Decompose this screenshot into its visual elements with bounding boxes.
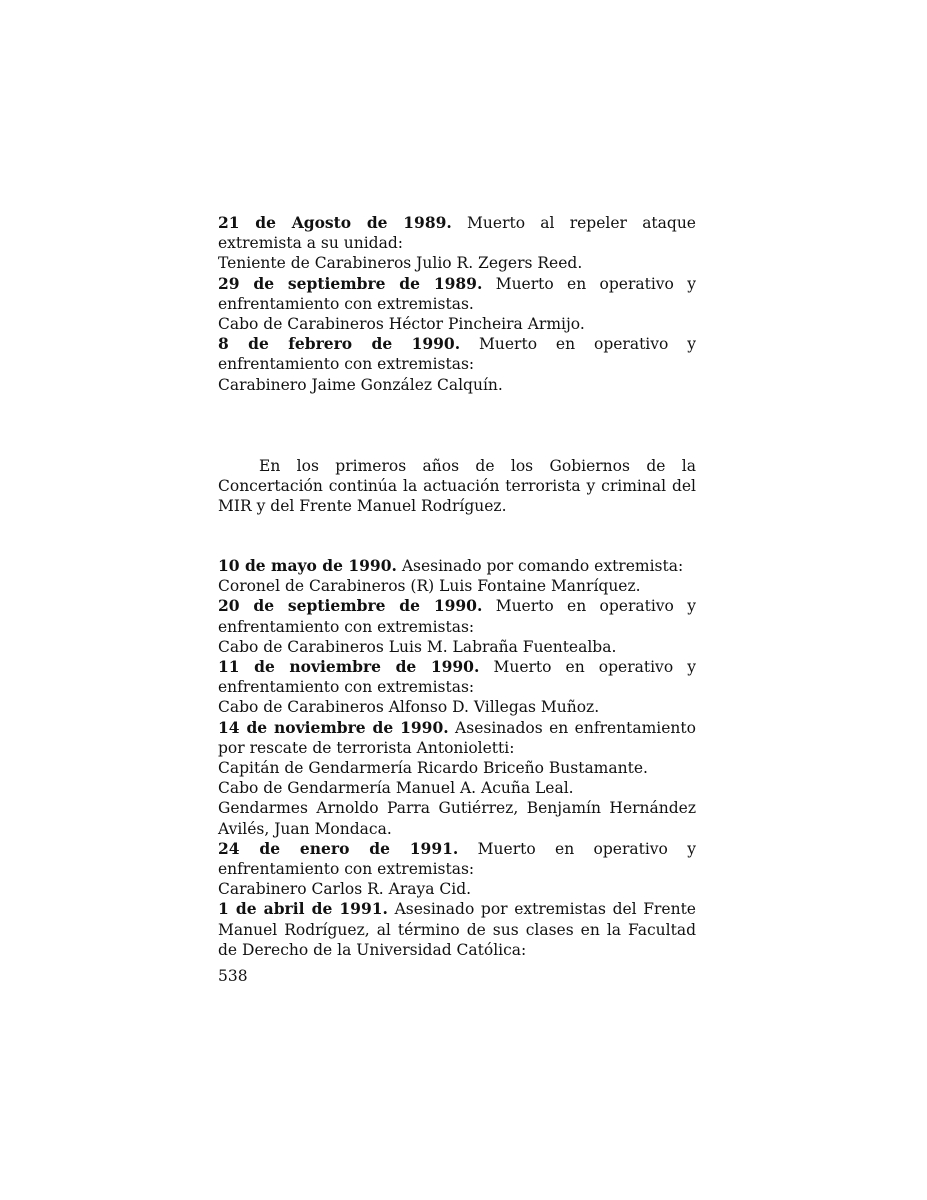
entry-date: 1 de abril de 1991. (218, 899, 388, 919)
entry-text: Muerto en operativo y enfrentamiento con extremistas: (218, 658, 696, 697)
entry-person: Cabo de Carabineros Luis M. Labraña Fuentealba. (218, 637, 617, 656)
entry-date: 10 de mayo de 1990. (218, 556, 397, 575)
entry-line (218, 213, 696, 253)
entry-line (218, 274, 696, 314)
intro-paragraph: En los primeros años de los Gobiernos de la Concertación continúa la actuación terrorista y criminal del MIR y del Frente Manuel Rodríguez. (218, 457, 696, 516)
entry-text: Muerto al repeler ataque extremista a su unidad: (218, 214, 696, 253)
entry-date: 29 de septiembre de 1989. (218, 273, 483, 293)
entry-line (218, 596, 696, 636)
entry-date: 14 de noviembre de 1990. (218, 717, 449, 737)
entry-person: Carabinero Jaime González Calquín. (218, 375, 503, 394)
entry-person: Carabinero Carlos R. Araya Cid. (218, 880, 472, 899)
entry-line (218, 899, 696, 960)
entry-line (218, 556, 696, 576)
entry-person: Capitán de Gendarmería Ricardo Briceño Bustamante. (218, 759, 648, 778)
entry-text: Muerto en operativo y enfrentamiento con extremistas. (218, 274, 696, 313)
entry-text: Asesinado por comando extremista: (396, 557, 684, 575)
entry-text: Asesinados en enfrentamiento por rescate de terrorista Antonioletti: (218, 718, 696, 757)
entry-line (218, 334, 696, 374)
entry-person: Gendarmes Arnoldo Parra Gutiérrez, Benjamín Hernández Avilés, Juan Mondaca. (218, 799, 696, 838)
entry-date: 8 de febrero de 1990. (218, 334, 461, 354)
page-number: 538 (218, 967, 248, 985)
entry-date: 20 de septiembre de 1990. (218, 596, 483, 616)
entry-person: Cabo de Carabineros Héctor Pincheira Armijo. (218, 315, 585, 334)
entry-person: Coronel de Carabineros (R) Luis Fontaine Manríquez. (218, 577, 641, 596)
entry-text: Muerto en operativo y enfrentamiento con extremistas: (218, 839, 696, 879)
entry-date: 11 de noviembre de 1990. (218, 657, 480, 677)
entry-text: Muerto en operativo y enfrentamiento con extremistas: (218, 597, 696, 636)
entry-text: Muerto en operativo y enfrentamiento con extremistas: (218, 335, 696, 374)
entry-person: Cabo de Gendarmería Manuel A. Acuña Leal. (218, 779, 574, 798)
entry-line (218, 718, 696, 758)
entry-date: 24 de enero de 1991. (218, 838, 459, 858)
section-1990-list (218, 556, 696, 960)
intro-paragraph-block (218, 456, 696, 517)
entry-person: Teniente de Carabineros Julio R. Zegers Reed. (218, 254, 583, 273)
entry-text: Asesinado por extremistas del Frente Manuel Rodríguez, al término de sus clases en la Facultad de Derecho de la Universidad Católica: (218, 900, 696, 959)
entry-line (218, 657, 696, 697)
entry-date: 21 de Agosto de 1989. (218, 213, 452, 232)
entry-line (218, 839, 696, 879)
entry-person: Cabo de Carabineros Alfonso D. Villegas Muñoz. (218, 698, 600, 717)
section-1989-list (218, 213, 696, 395)
